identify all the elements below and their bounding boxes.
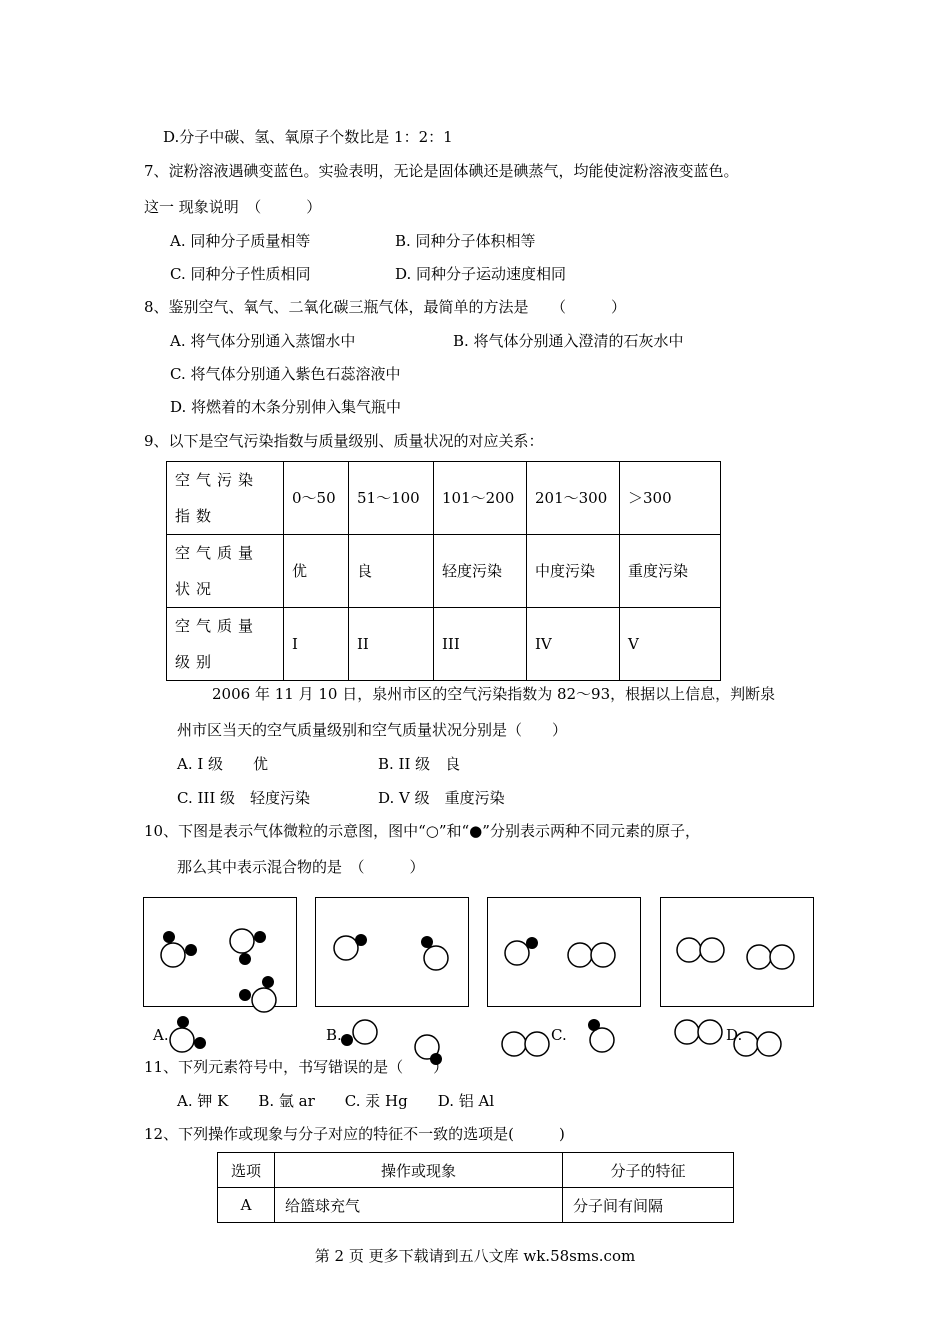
q7-option-a: A. 同种分子质量相等 [170, 232, 311, 250]
black-atom-icon [185, 944, 197, 956]
q7-stem: 7、淀粉溶液遇碘变蓝色。实验表明，无论是固体碘还是碘蒸气，均能使淀粉溶液变蓝色。 [144, 162, 739, 180]
white-atom-icon [334, 936, 358, 960]
table-cell: 101～200 [434, 462, 527, 535]
q8-option-c: C. 将气体分别通入紫色石蕊溶液中 [170, 365, 401, 383]
q8-option-d: D. 将燃着的木条分别伸入集气瓶中 [170, 398, 402, 416]
black-atom-icon [588, 1019, 600, 1031]
white-atom-icon [353, 1020, 377, 1044]
q9-paragraph-continued: 州市区当天的空气质量级别和空气质量状况分别是（ ） [177, 721, 568, 739]
table-row [218, 1188, 734, 1223]
q10-stem-continued: 那么其中表示混合物的是 （ ） [177, 858, 425, 876]
table-header-cell: 选项 [218, 1153, 275, 1188]
table-cell: I [284, 608, 349, 681]
table-header-cell: 操作或现象 [275, 1153, 563, 1188]
q12-stem: 12、下列操作或现象与分子对应的特征不一致的选项是( ) [144, 1125, 565, 1143]
table-cell: 空气污染指数 [167, 462, 284, 535]
table-cell: 良 [349, 535, 434, 608]
table-header-cell: 分子的特征 [563, 1153, 734, 1188]
table-cell: III [434, 608, 527, 681]
table-cell: 51～100 [349, 462, 434, 535]
operations-table [217, 1152, 734, 1223]
black-atom-icon [239, 989, 251, 1001]
q10-label-b: B. [326, 1026, 342, 1044]
q9-option-c: C. III 级 轻度污染 [177, 789, 311, 807]
white-atom-icon [747, 945, 771, 969]
table-cell: A [218, 1188, 275, 1223]
white-atom-icon [230, 929, 254, 953]
q9-paragraph: 2006 年 11 月 10 日，泉州市区的空气污染指数为 82～93，根据以上信息，判断泉 [212, 685, 776, 703]
white-atom-icon [161, 943, 185, 967]
q10-stem: 10、下图是表示气体微粒的示意图，图中“○”和“●”分别表示两种不同元素的原子， [144, 822, 700, 840]
q8-option-b: B. 将气体分别通入澄清的石灰水中 [453, 332, 684, 350]
table-cell: IV [527, 608, 620, 681]
q10-label-c: C. [551, 1026, 567, 1044]
table-cell: 轻度污染 [434, 535, 527, 608]
q9-stem: 9、以下是空气污染指数与质量级别、质量状况的对应关系： [144, 432, 544, 450]
q10-label-d: D. [726, 1026, 743, 1044]
q7-option-d: D. 同种分子运动速度相同 [395, 265, 567, 283]
black-atom-icon [355, 934, 367, 946]
q9-option-d: D. V 级 重度污染 [378, 789, 505, 807]
table-cell: ＞300 [620, 462, 721, 535]
black-atom-icon [239, 953, 251, 965]
white-atom-icon [252, 988, 276, 1012]
black-atom-icon [262, 976, 274, 988]
white-atom-icon [590, 1028, 614, 1052]
white-atom-icon [502, 1032, 526, 1056]
white-atom-icon [757, 1032, 781, 1056]
q8-option-a: A. 将气体分别通入蒸馏水中 [170, 332, 356, 350]
white-atom-icon [525, 1032, 549, 1056]
q10-label-a: A. [153, 1026, 169, 1044]
q8-stem: 8、鉴别空气、氧气、二氧化碳三瓶气体，最简单的方法是 （ ） [144, 298, 627, 316]
table-cell: 给篮球充气 [275, 1188, 563, 1223]
q7-option-c: C. 同种分子性质相同 [170, 265, 311, 283]
q11-stem: 11、下列元素符号中，书写错误的是（ ） [144, 1058, 449, 1076]
white-atom-icon [700, 938, 724, 962]
table-cell: II [349, 608, 434, 681]
q11-options: A. 钾 K B. 氩 ar C. 汞 Hg D. 铝 Al [177, 1092, 495, 1110]
table-cell: 重度污染 [620, 535, 721, 608]
black-atom-icon [341, 1034, 353, 1046]
table-cell: 分子间有间隔 [563, 1188, 734, 1223]
white-atom-icon [424, 946, 448, 970]
q6-option-d: D.分子中碳、氢、氧原子个数比是 1：2：1 [163, 128, 453, 146]
table-cell: 201～300 [527, 462, 620, 535]
black-atom-icon [254, 931, 266, 943]
table-cell: 优 [284, 535, 349, 608]
black-atom-icon [194, 1037, 206, 1049]
white-atom-icon [675, 1020, 699, 1044]
white-atom-icon [568, 943, 592, 967]
table-cell: 空气质量级别 [167, 608, 284, 681]
white-atom-icon [505, 941, 529, 965]
white-atom-icon [770, 945, 794, 969]
white-atom-icon [591, 943, 615, 967]
black-atom-icon [526, 937, 538, 949]
black-atom-icon [163, 931, 175, 943]
table-cell: 空气质量状况 [167, 535, 284, 608]
black-atom-icon [177, 1016, 189, 1028]
black-atom-icon [421, 936, 433, 948]
white-atom-icon [677, 938, 701, 962]
table-cell: 0～50 [284, 462, 349, 535]
q9-option-b: B. II 级 良 [378, 755, 461, 773]
q7-stem-continued: 这一 现象说明 （ ） [144, 198, 322, 216]
q9-option-a: A. I 级 优 [177, 755, 269, 773]
white-atom-icon [698, 1020, 722, 1044]
page-footer: 第 2 页 更多下载请到五八文库 wk.58sms.com [314, 1247, 636, 1265]
q7-option-b: B. 同种分子体积相等 [395, 232, 536, 250]
white-atom-icon [170, 1028, 194, 1052]
table-cell: V [620, 608, 721, 681]
table-cell: 中度污染 [527, 535, 620, 608]
table-row [218, 1153, 734, 1188]
